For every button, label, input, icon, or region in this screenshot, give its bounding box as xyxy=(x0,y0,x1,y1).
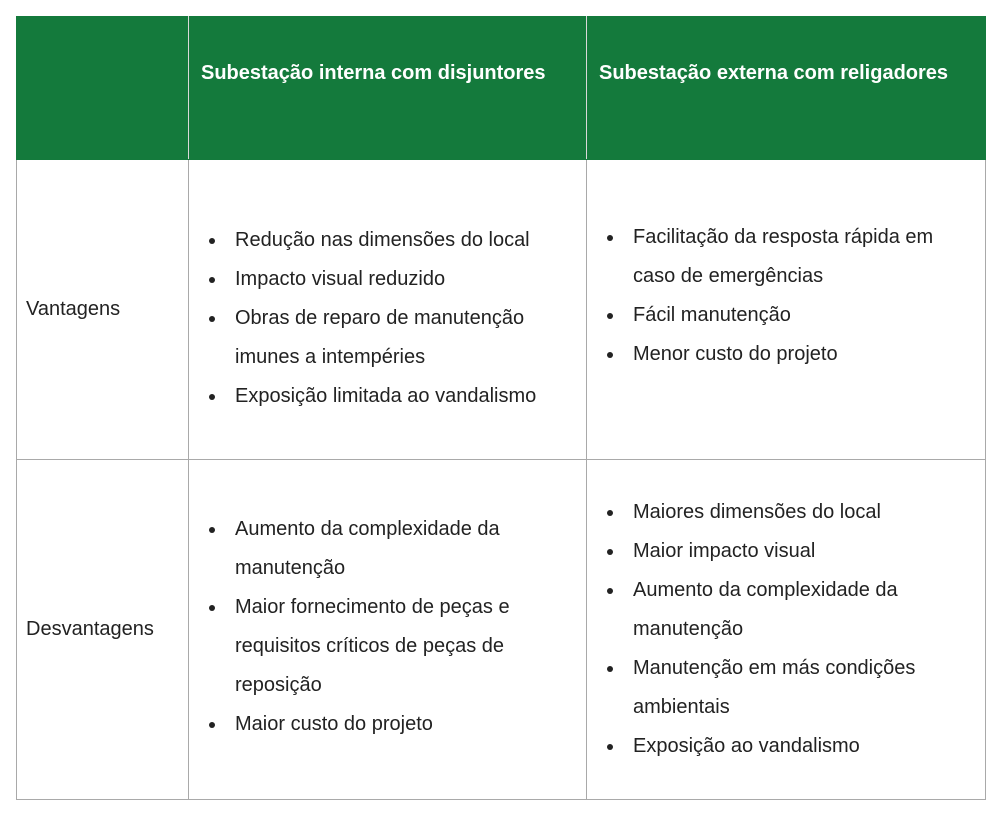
list-item: Exposição limitada ao vandalismo xyxy=(235,377,586,416)
list-item: Maior fornecimento de peças e requisitos críticos de peças de reposição xyxy=(235,588,586,705)
advantages-internal-cell xyxy=(189,160,587,460)
list-item: Obras de reparo de manutenção imunes a intempéries xyxy=(235,299,586,377)
list-item: Maior impacto visual xyxy=(633,532,985,571)
header-internal-substation xyxy=(189,17,587,160)
header-empty-cell xyxy=(17,17,189,160)
list-item: Aumento da complexidade da manutenção xyxy=(235,510,586,588)
comparison-table xyxy=(16,16,986,800)
header-external-label: Subestação externa com religadores xyxy=(599,62,949,84)
header-internal-label: Subestação interna com disjuntores xyxy=(201,62,546,84)
row-label-disadvantages: Desvantagens xyxy=(17,460,189,800)
list-item: Maior custo do projeto xyxy=(235,705,586,744)
advantages-external-cell xyxy=(587,160,986,460)
list-item: Fácil manutenção xyxy=(633,296,985,335)
list-item: Menor custo do projeto xyxy=(633,335,985,374)
list-item: Maiores dimensões do local xyxy=(633,493,985,532)
list-item: Impacto visual reduzido xyxy=(235,260,586,299)
list-item: Facilitação da resposta rápida em caso de emergências xyxy=(633,218,985,296)
disadvantages-internal-list xyxy=(189,510,586,744)
header-external-substation xyxy=(587,17,986,160)
list-item: Manutenção em más condições ambientais xyxy=(633,649,985,727)
advantages-external-list xyxy=(587,218,985,374)
row-label-advantages: Vantagens xyxy=(17,160,189,460)
list-item: Aumento da complexidade da manutenção xyxy=(633,571,985,649)
disadvantages-internal-cell xyxy=(189,460,587,800)
list-item: Redução nas dimensões do local xyxy=(235,221,586,260)
advantages-internal-list xyxy=(189,221,586,416)
list-item: Exposição ao vandalismo xyxy=(633,727,985,766)
disadvantages-external-cell xyxy=(587,460,986,800)
table-row-disadvantages xyxy=(17,460,986,800)
header-row xyxy=(17,17,986,160)
table-row-advantages xyxy=(17,160,986,460)
disadvantages-external-list xyxy=(587,493,985,766)
